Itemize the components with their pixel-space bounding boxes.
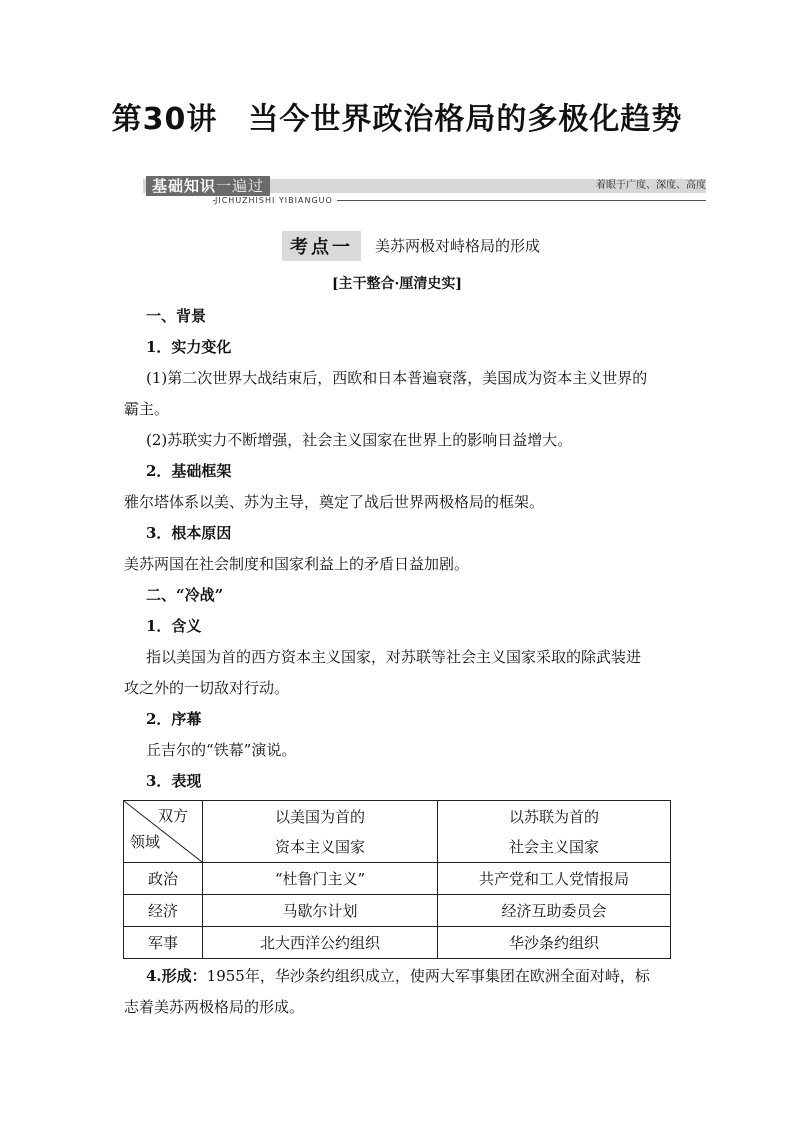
table-row	[124, 895, 671, 927]
header-ussr-line2: 社会主义国家	[508, 837, 599, 856]
table-cell-ussr: 共产党和工人党情报局	[438, 863, 671, 895]
kaodian-text: 美苏两极对峙格局的形成	[375, 237, 541, 255]
paragraph-7a	[146, 966, 650, 986]
table-cell-us: 马歇尔计划	[203, 895, 438, 927]
paragraph-7b: 志着美苏两极格局的形成。	[124, 998, 305, 1016]
header-us-line2: 资本主义国家	[274, 837, 365, 856]
heading-meaning: 1．含义	[146, 617, 202, 635]
formation-text: 1955年，华沙条约组织成立，使两大军事集团在欧洲全面对峙，标	[206, 967, 650, 985]
paragraph-5a: 指以美国为首的西方资本主义国家，对苏联等社会主义国家采取的除武装进	[146, 648, 642, 666]
banner-tag-sub: 一遍过	[216, 177, 265, 195]
heading-framework: 2．基础框架	[146, 462, 232, 480]
table-cell-ussr: 华沙条约组织	[438, 927, 671, 959]
paragraph-4: 美苏两国在社会制度和国家利益上的矛盾日益加剧。	[124, 555, 470, 573]
table-cell-field: 政治	[124, 863, 203, 895]
table-cell-us: “杜鲁门主义”	[203, 863, 438, 895]
corner-top-label: 双方	[157, 807, 188, 825]
table-cell-us: 北大西洋公约组织	[203, 927, 438, 959]
paragraph-2: (2)苏联实力不断增强，社会主义国家在世界上的影响日益增大。	[146, 431, 573, 449]
table-header-ussr	[438, 801, 671, 863]
banner-tag	[146, 176, 270, 196]
kaodian-heading	[282, 231, 540, 257]
table-row	[124, 863, 671, 895]
heading-manifestation: 3．表现	[146, 772, 202, 790]
table-cell-field: 军事	[124, 927, 203, 959]
corner-bottom-label: 领域	[130, 833, 161, 851]
heading-background: 一、背景	[146, 307, 207, 325]
kaodian-label: 考点一	[282, 231, 361, 261]
table-cell-ussr: 经济互助委员会	[438, 895, 671, 927]
banner-right-text: 着眼于广度、深度、高度	[596, 180, 706, 191]
paragraph-1b: 霸主。	[124, 400, 170, 418]
paragraph-3: 雅尔塔体系以美、苏为主导，奠定了战后世界两极格局的框架。	[124, 493, 545, 511]
table-corner-cell	[124, 801, 203, 863]
header-ussr-line1: 以苏联为首的	[508, 807, 599, 826]
comparison-table	[123, 800, 671, 959]
header-us-line1: 以美国为首的	[274, 807, 365, 826]
paragraph-1a: (1)第二次世界大战结束后，西欧和日本普遍衰落，美国成为资本主义世界的	[146, 369, 648, 387]
subheading: [主干整合·厘清史实]	[331, 276, 463, 292]
banner-tag-main: 基础知识	[152, 177, 217, 195]
banner-pinyin: JICHUZHISHI YIBIANGUO	[215, 196, 337, 205]
table-header-row	[124, 801, 671, 863]
heading-strength-change: 1．实力变化	[146, 338, 232, 356]
formation-label: 4.形成：	[146, 967, 207, 985]
page-title: 第30讲 当今世界政治格局的多极化趋势	[111, 102, 683, 137]
heading-cold-war: 二、“冷战”	[146, 586, 224, 604]
paragraph-5b: 攻之外的一切敌对行动。	[124, 679, 290, 697]
paragraph-6: 丘吉尔的“铁幕”演说。	[146, 741, 297, 759]
table-header-us	[203, 801, 438, 863]
table-row	[124, 927, 671, 959]
heading-root-cause: 3．根本原因	[146, 524, 232, 542]
heading-prelude: 2．序幕	[146, 710, 202, 728]
table-cell-field: 经济	[124, 895, 203, 927]
section-banner	[143, 176, 706, 206]
